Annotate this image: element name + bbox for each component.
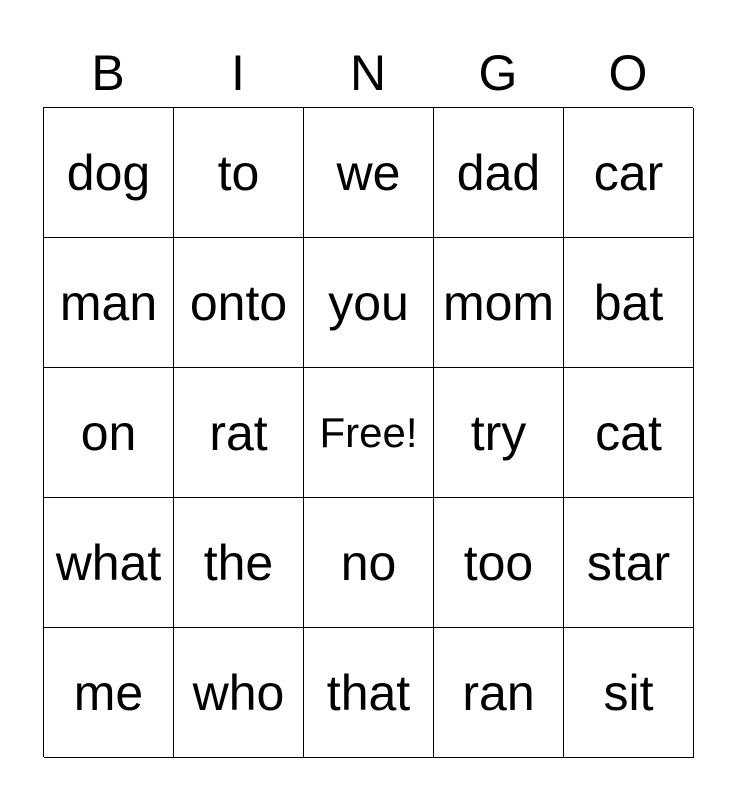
bingo-cell[interactable]: dog bbox=[44, 108, 174, 238]
bingo-cell[interactable]: rat bbox=[174, 368, 304, 498]
header-letter-o: O bbox=[608, 45, 648, 101]
bingo-header bbox=[43, 38, 693, 108]
bingo-board bbox=[43, 107, 693, 757]
header-letter-i: I bbox=[231, 45, 245, 101]
bingo-cell[interactable]: who bbox=[174, 628, 304, 758]
bingo-cell[interactable]: mom bbox=[434, 238, 564, 368]
bingo-cell[interactable]: ran bbox=[434, 628, 564, 758]
bingo-cell[interactable]: that bbox=[304, 628, 434, 758]
bingo-cell[interactable]: to bbox=[174, 108, 304, 238]
header-letter-n: N bbox=[349, 45, 387, 101]
bingo-cell[interactable]: the bbox=[174, 498, 304, 628]
bingo-cell[interactable]: on bbox=[44, 368, 174, 498]
header-letter-b: B bbox=[91, 45, 125, 101]
header-letter-g: G bbox=[478, 45, 518, 101]
bingo-cell[interactable]: car bbox=[564, 108, 694, 238]
bingo-cell[interactable]: try bbox=[434, 368, 564, 498]
bingo-cell[interactable]: me bbox=[44, 628, 174, 758]
bingo-cell[interactable]: star bbox=[564, 498, 694, 628]
bingo-cell[interactable]: dad bbox=[434, 108, 564, 238]
free-space-cell[interactable]: Free! bbox=[304, 368, 434, 498]
bingo-cell[interactable]: we bbox=[304, 108, 434, 238]
bingo-cell[interactable]: you bbox=[304, 238, 434, 368]
bingo-cell[interactable]: man bbox=[44, 238, 174, 368]
bingo-cell[interactable]: onto bbox=[174, 238, 304, 368]
bingo-cell[interactable]: bat bbox=[564, 238, 694, 368]
bingo-cell[interactable]: no bbox=[304, 498, 434, 628]
bingo-cell[interactable]: what bbox=[44, 498, 174, 628]
bingo-cell[interactable]: cat bbox=[564, 368, 694, 498]
bingo-cell[interactable]: sit bbox=[564, 628, 694, 758]
bingo-cell[interactable]: too bbox=[434, 498, 564, 628]
